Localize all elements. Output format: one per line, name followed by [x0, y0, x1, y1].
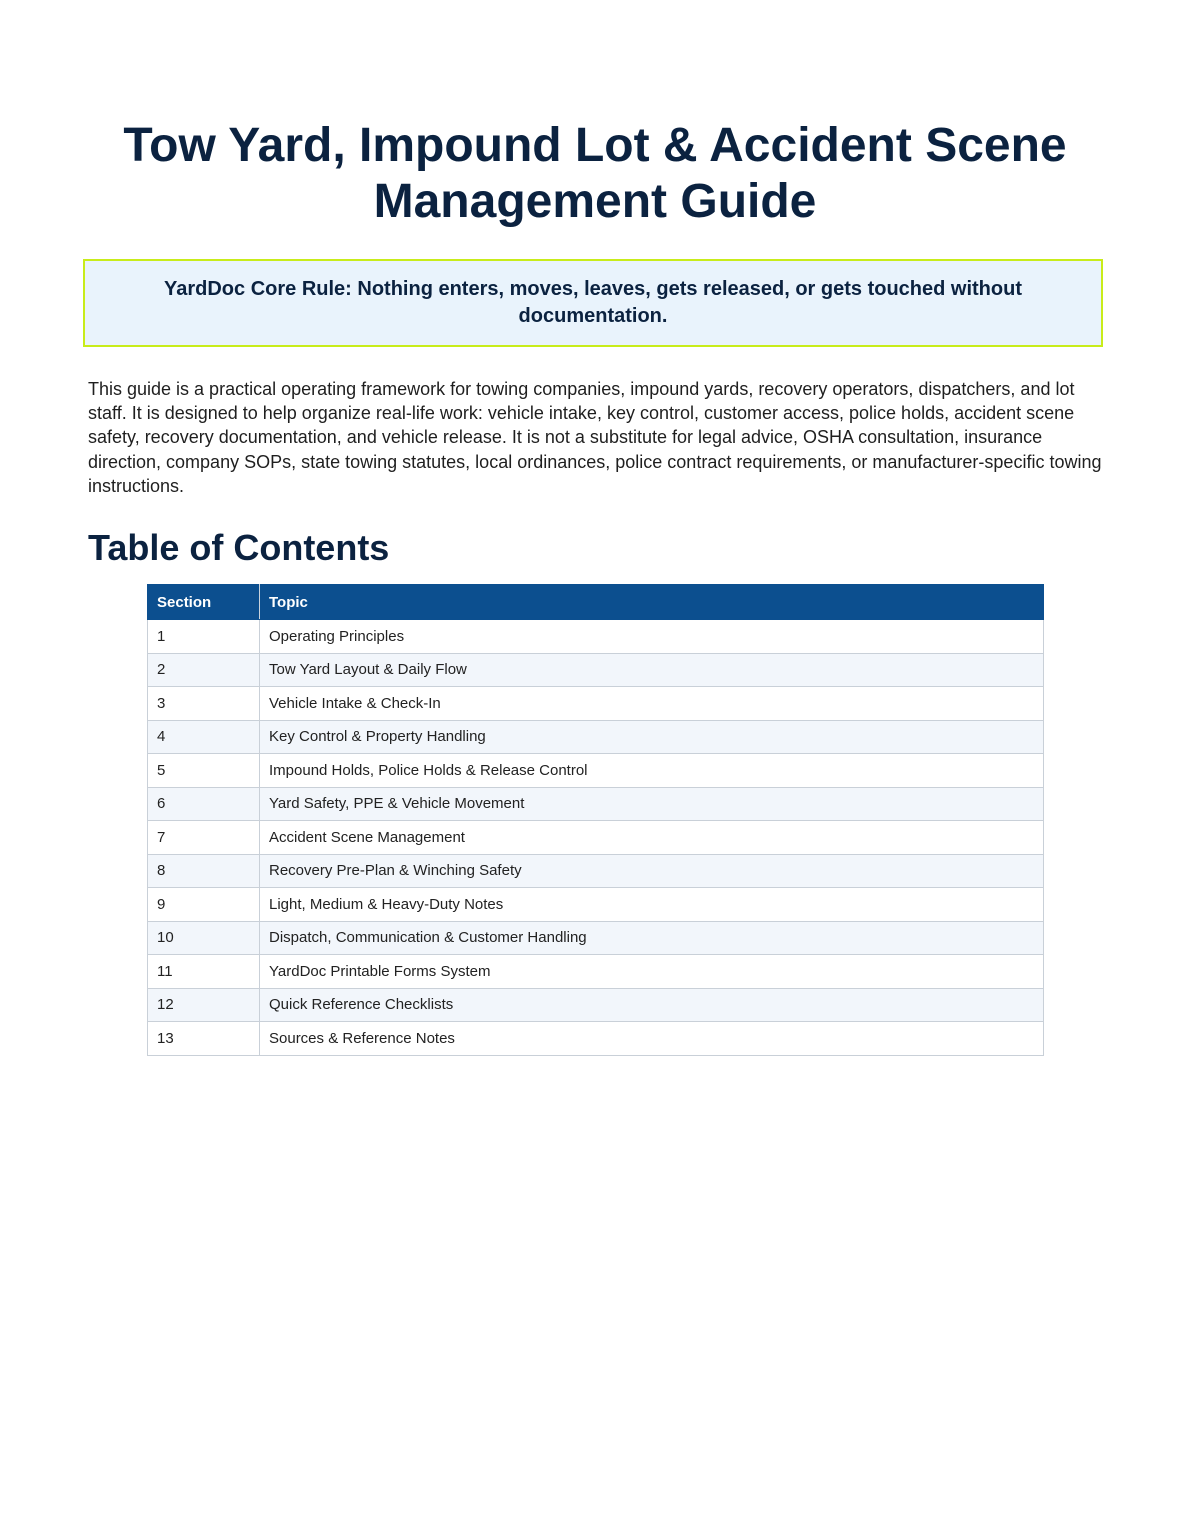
toc-row	[148, 955, 1044, 989]
toc-topic: Accident Scene Management	[260, 821, 1044, 855]
toc-section-number: 9	[148, 888, 260, 922]
toc-row	[148, 620, 1044, 654]
toc-column-header-section: Section	[148, 585, 260, 620]
toc-section-number: 6	[148, 787, 260, 821]
toc-section-number: 8	[148, 854, 260, 888]
toc-section-number: 2	[148, 653, 260, 687]
toc-table	[147, 584, 1044, 1056]
toc-topic: Impound Holds, Police Holds & Release Control	[260, 754, 1044, 788]
toc-row	[148, 854, 1044, 888]
toc-row	[148, 1022, 1044, 1056]
toc-topic: Dispatch, Communication & Customer Handling	[260, 921, 1044, 955]
intro-paragraph: This guide is a practical operating framework for towing companies, impound yards, recovery operators, dispatchers, and lot staff. It is designed to help organize real-life work: vehicle intake, key control, customer access, police holds, accident scene safety, recovery documentation, and vehicle release. It is not a substitute for legal advice, OSHA consultation, insurance direction, company SOPs, state towing statutes, local ordinances, police contract requirements, or manufacturer-specific towing instructions.	[88, 379, 1102, 496]
toc-row	[148, 787, 1044, 821]
toc-section-number: 4	[148, 720, 260, 754]
toc-section-number: 10	[148, 921, 260, 955]
toc-section-number: 13	[148, 1022, 260, 1056]
toc-topic: Quick Reference Checklists	[260, 988, 1044, 1022]
toc-topic: Key Control & Property Handling	[260, 720, 1044, 754]
toc-topic: YardDoc Printable Forms System	[260, 955, 1044, 989]
toc-header-row	[148, 585, 1044, 620]
toc-row	[148, 988, 1044, 1022]
toc-topic: Tow Yard Layout & Daily Flow	[260, 653, 1044, 687]
toc-heading: Table of Contents	[88, 527, 390, 568]
toc-topic: Operating Principles	[260, 620, 1044, 654]
toc-row	[148, 888, 1044, 922]
toc-row	[148, 921, 1044, 955]
toc-row	[148, 720, 1044, 754]
toc-section-number: 1	[148, 620, 260, 654]
toc-section-number: 12	[148, 988, 260, 1022]
toc-section-number: 3	[148, 687, 260, 721]
toc-topic: Vehicle Intake & Check-In	[260, 687, 1044, 721]
core-rule-callout	[83, 259, 1103, 347]
toc-section-number: 7	[148, 821, 260, 855]
toc-topic: Recovery Pre-Plan & Winching Safety	[260, 854, 1044, 888]
page-title: Tow Yard, Impound Lot & Accident Scene Management Guide	[123, 119, 1067, 228]
toc-section-number: 11	[148, 955, 260, 989]
toc-topic: Yard Safety, PPE & Vehicle Movement	[260, 787, 1044, 821]
toc-topic: Light, Medium & Heavy-Duty Notes	[260, 888, 1044, 922]
toc-topic: Sources & Reference Notes	[260, 1022, 1044, 1056]
toc-row	[148, 653, 1044, 687]
toc-row	[148, 821, 1044, 855]
toc-row	[148, 687, 1044, 721]
toc-section-number: 5	[148, 754, 260, 788]
toc-column-header-topic: Topic	[260, 585, 1044, 620]
core-rule-text: YardDoc Core Rule: Nothing enters, moves, leaves, gets released, or gets touched without documentation.	[164, 278, 1022, 327]
toc-row	[148, 754, 1044, 788]
